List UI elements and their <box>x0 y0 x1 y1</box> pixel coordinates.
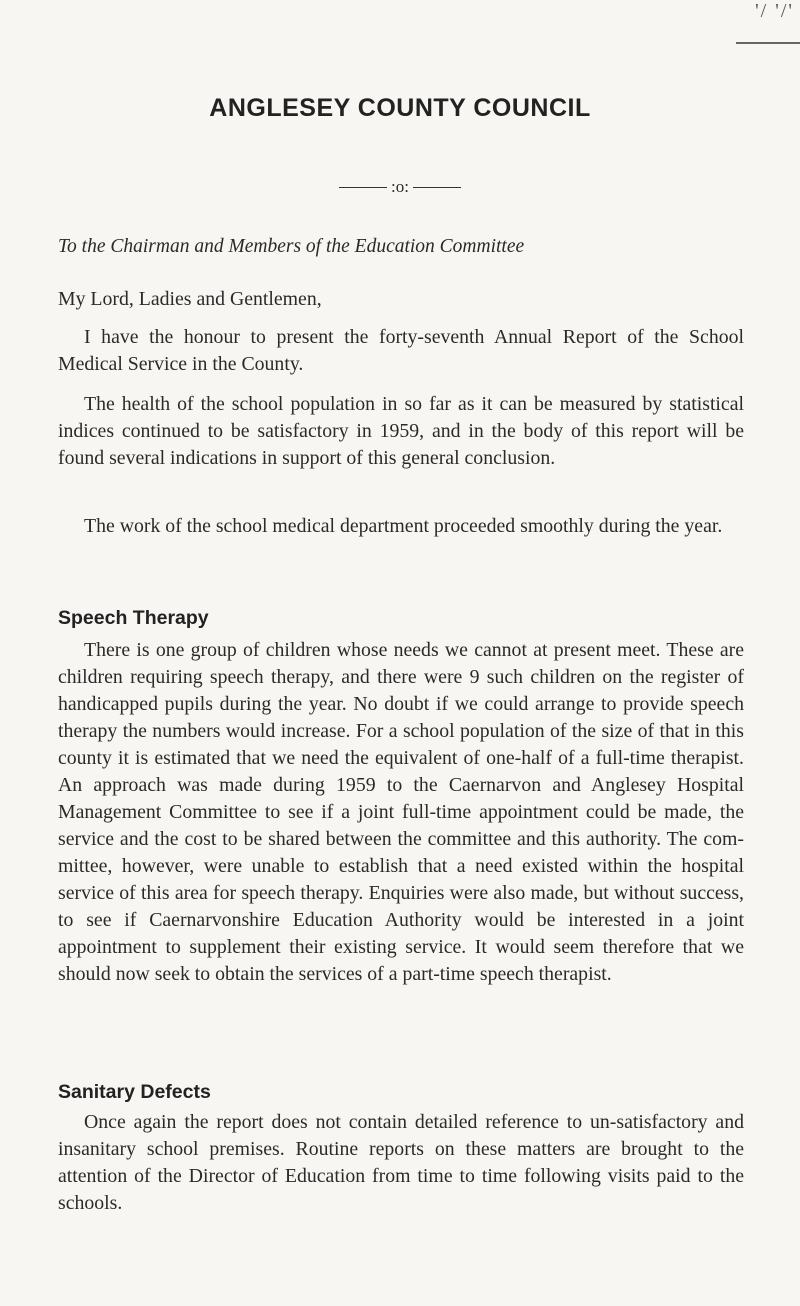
paragraph-sanitary-defects: Once again the report does not contain detailed reference to un-satisfactory and insanitary school premises. Routine reports on these matters are brought to the attention of the Director of Education from time to time following visits paid to the schools. <box>58 1111 744 1214</box>
separator-rule-left <box>339 187 387 188</box>
separator-symbol: :o: <box>391 177 409 196</box>
heading-speech-therapy: Speech Therapy <box>58 607 209 629</box>
corner-handwritten-marks: '/ '/' <box>755 0 794 22</box>
paragraph-work: The work of the school medical department proceeded smoothly during the year. <box>84 515 723 537</box>
heading-sanitary-defects: Sanitary Defects <box>58 1081 211 1103</box>
paragraph-speech-therapy: There is one group of children whose needs we cannot at present meet. These are children requiring speech therapy, and there were 9 such children on the register of handicapped pupils during the year. No doubt if we could arrange to provide speech therapy the numbers would increase. For a school population of the size of that in this county it is estimated that we need the equivalent of one-half of a full-time therapist. An approach was made during 1959 to the Caernarvon and Anglesey Hospital Management Committee to see if a joint full-time appointment could be made, the service and the cost to be shared between the committee and this authority. The com-mittee, however, were unable to establish that a need existed within the hospital service of this area for speech therapy. Enquiries were also made, but without success, to see if Caernarvonshire Education Authority would be interested in a joint appointment to supplement their existing service. It would seem therefore that we should now seek to obtain the services of a part-time speech therapist. <box>58 639 744 985</box>
salutation: My Lord, Ladies and Gentlemen, <box>58 288 322 310</box>
council-title: ANGLESEY COUNTY COUNCIL <box>209 94 591 122</box>
paragraph-health: The health of the school population in so far as it can be measured by statistical indices continued to be satisfactory in 1959, and in the body of this report will be found several indications in support of this general conclusion. <box>58 393 744 469</box>
paragraph-intro: I have the honour to present the forty-seventh Annual Report of the School Medical Service in the County. <box>58 326 744 375</box>
title-separator <box>0 177 800 197</box>
corner-rule <box>736 42 800 44</box>
address-line: To the Chairman and Members of the Education Committee <box>58 236 525 257</box>
separator-rule-right <box>413 187 461 188</box>
